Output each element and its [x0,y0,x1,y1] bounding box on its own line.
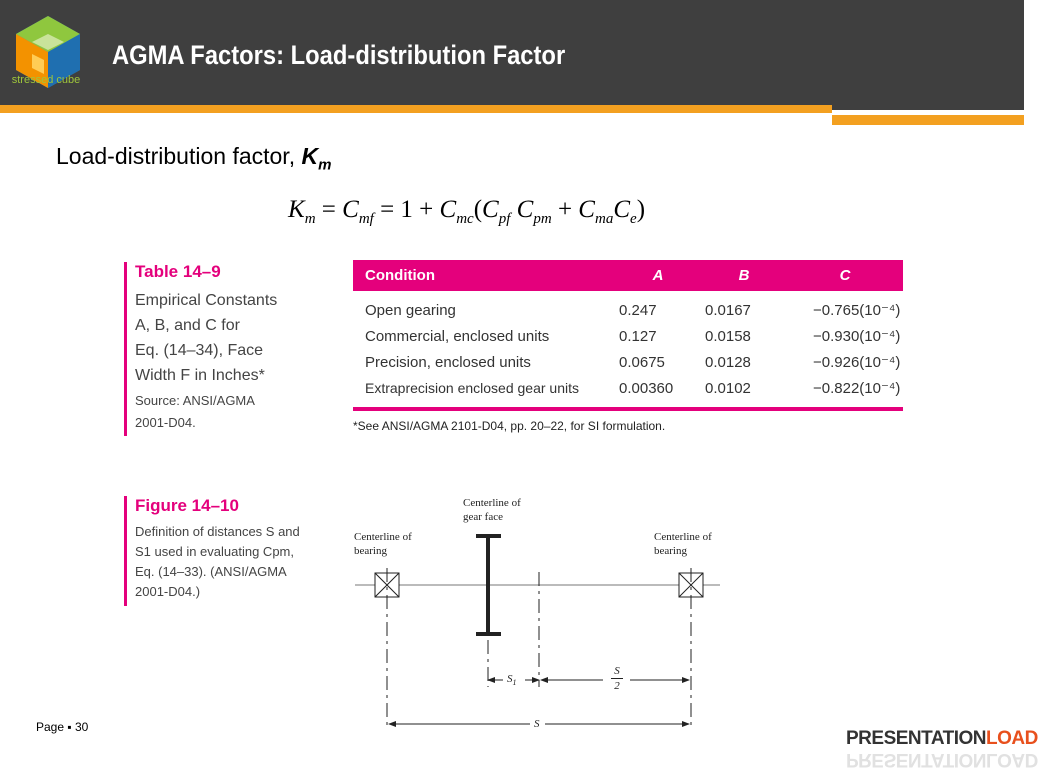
s1-label: $S_1$ [507,673,517,688]
slide-title: AGMA Factors: Load-distribution Factor [112,40,566,70]
cell-a: 0.00360 [619,379,674,397]
cell-condition: Open gearing [365,301,456,319]
table-caption-line: Eq. (14–34), Face [135,342,264,359]
constants-table [353,260,903,433]
presentationload-logo-reflection: PRESENTATIONLOAD [846,749,1038,770]
col-header-condition: Condition [365,267,435,284]
table-row [353,323,903,349]
table-caption-line: A, B, and C for [135,317,240,334]
cell-b: 0.0158 [705,327,751,345]
table-caption-line: Width F in Inches* [135,367,265,384]
table-caption-source: Source: ANSI/AGMA [135,393,255,408]
right-bearing-label: Centerline of bearing [654,531,712,557]
table-row [353,375,903,401]
cell-condition: Commercial, enclosed units [365,327,550,345]
table-caption-source: 2001-D04. [135,415,196,430]
col-header-b: B [738,267,750,284]
cell-a: 0.127 [619,327,657,345]
cell-condition: Precision, enclosed units [365,353,531,371]
presentationload-logo: PRESENTATIONLOAD [846,728,1038,749]
figure-caption-line: S1 used in evaluating Cpm, [135,544,294,559]
subtitle-symbol: $K_m$ [301,143,332,174]
table-caption-line: Empirical Constants [135,292,278,309]
km-equation: $K_m = C_{mf} = 1 + C_{mc}(C_{pf}$ $C_{pm} + C_{ma}C_e$) [288,196,646,227]
logo-caption: stressed cube [11,74,81,86]
cell-b: 0.0102 [705,379,751,397]
figure-caption [124,496,325,606]
table-row [353,291,903,323]
distance-figure [345,492,735,742]
cell-c: −0.930(10⁻⁴) [813,328,901,345]
figure-caption-line: Definition of distances S and [135,524,300,539]
s-half-label: S 2 [611,664,623,693]
subtitle [56,143,331,174]
figure-caption-title: Figure 14–10 [135,496,239,515]
cell-c: −0.765(10⁻⁴) [813,302,901,319]
table-row [353,349,903,375]
cell-c: −0.822(10⁻⁴) [813,380,901,397]
table-caption [124,262,315,436]
cell-b: 0.0167 [705,301,751,319]
table-bottom-rule [353,407,903,411]
cell-a: 0.247 [619,301,657,319]
col-header-a: A [652,267,664,284]
header-accent-strip [0,105,832,113]
figure-caption-line: Eq. (14–33). (ANSI/AGMA [135,564,287,579]
s-label: S [534,718,540,730]
cell-c: −0.926(10⁻⁴) [813,354,901,371]
page-number: Page ▪ 30 [36,720,89,734]
subtitle-text: Load-distribution factor, [56,143,296,169]
table-header-row [353,260,903,291]
figure-caption-line: 2001-D04.) [135,584,201,599]
gear-centerline-label: Centerline of gear face [463,497,521,523]
col-header-c: C [839,267,851,284]
header-accent-strip-right [832,115,1024,125]
table-footnote: *See ANSI/AGMA 2101-D04, pp. 20–22, for SI formulation. [353,419,666,433]
cell-a: 0.0675 [619,353,665,371]
table-caption-title: Table 14–9 [135,262,221,281]
cell-condition: Extraprecision enclosed gear units [365,380,580,396]
left-bearing-label: Centerline of bearing [354,531,412,557]
cell-b: 0.0128 [705,353,751,371]
